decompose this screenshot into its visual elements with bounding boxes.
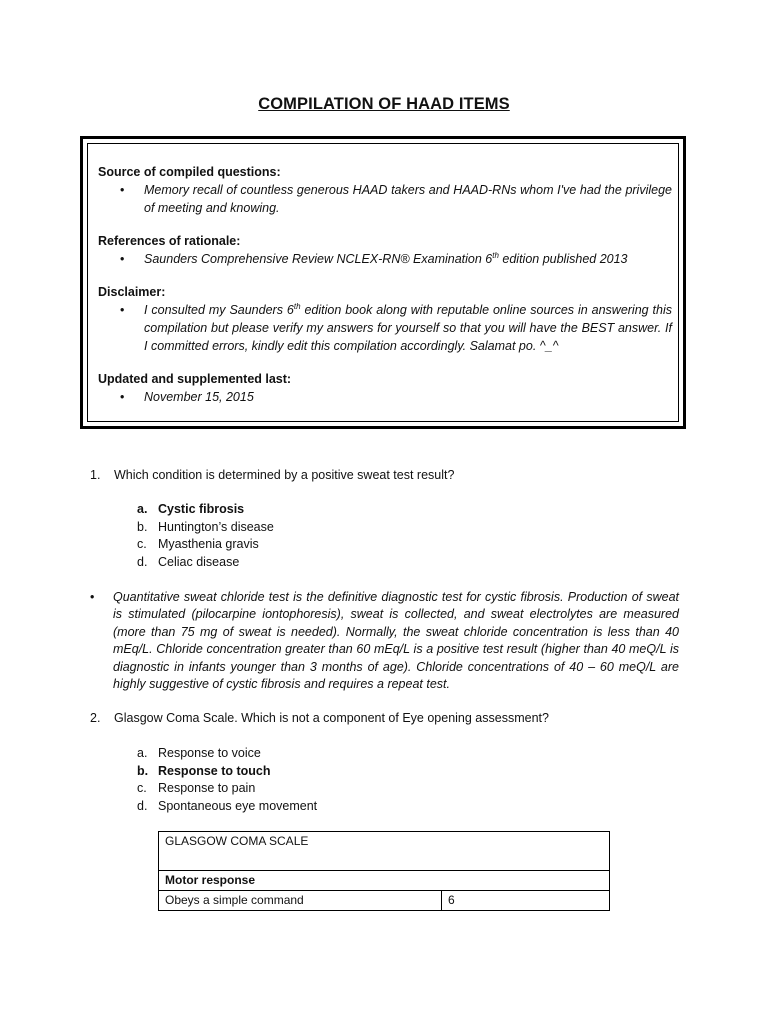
question-1-options	[137, 501, 274, 571]
bullet-icon: •	[120, 390, 125, 404]
option-a: a. Response to voice	[137, 746, 261, 760]
option-d: d. Spontaneous eye movement	[137, 798, 318, 813]
info-box-inner-border	[87, 143, 679, 422]
gcs-table-title: GLASGOW COMA SCALE	[159, 832, 610, 871]
page-title: COMPILATION OF HAAD ITEMS	[258, 95, 510, 113]
updated-bullet	[98, 388, 672, 406]
references-heading: References of rationale:	[98, 234, 241, 248]
question-number: 1.	[90, 468, 101, 482]
table-row	[159, 891, 610, 911]
bullet-icon: •	[120, 252, 125, 266]
option-b: b. Response to touch	[137, 763, 271, 778]
option-c: c. Myasthenia gravis	[137, 537, 259, 551]
source-bullet	[98, 181, 672, 217]
references-text: Saunders Comprehensive Review NCLEX-RN® Examination 6th edition published 2013	[144, 250, 628, 266]
disclaimer-text: I consulted my Saunders 6th edition book along with reputable online sources in answering this compilation but please verify my answers for yourself so that you will have the BEST answer. If I committed errors, kindly edit this compilation accordingly. Salamat po. ^_^	[144, 301, 672, 353]
option-c: c. Response to pain	[137, 781, 256, 795]
gcs-table	[158, 831, 610, 911]
source-heading: Source of compiled questions:	[98, 165, 281, 179]
table-row	[159, 832, 610, 871]
disclaimer-bullet	[98, 301, 672, 355]
updated-date: November 15, 2015	[144, 390, 254, 404]
disclaimer-heading: Disclaimer:	[98, 285, 166, 299]
bullet-icon: •	[90, 590, 95, 604]
question-text: Which condition is determined by a positive sweat test result?	[114, 468, 455, 482]
question-2-options	[137, 745, 317, 815]
option-b: b. Huntington’s disease	[137, 519, 274, 534]
rationale-1	[90, 589, 679, 693]
bullet-icon: •	[120, 303, 125, 317]
option-d: d. Celiac disease	[137, 554, 240, 569]
question-number: 2.	[90, 711, 101, 725]
info-box	[80, 136, 686, 429]
info-box-content	[98, 164, 672, 406]
question-text: Glasgow Coma Scale. Which is not a component of Eye opening assessment?	[114, 711, 549, 725]
table-row	[159, 871, 610, 891]
option-a: a. Cystic fibrosis	[137, 502, 245, 516]
updated-heading: Updated and supplemented last:	[98, 372, 292, 386]
rationale-text: Quantitative sweat chloride test is the definitive diagnostic test for cystic fibrosis. Production of sweat is stimulated (pilocarpine iontophoresis), sweat is collected, and sweat electrolytes are measured (more than 75 mg of sweat is needed). Normally, the sweat chloride concentration is less than 40 mEq/L. Chloride concentration greater than 60 mEq/L is a positive test result (higher than 40 meQ/L is diagnostic in infants younger than 3 months of age). Chloride concentrations of 40 – 60 meQ/L are highly suggestive of cystic fibrosis and requires a repeat test.	[113, 590, 679, 692]
bullet-icon: •	[120, 183, 125, 197]
source-text: Memory recall of countless generous HAAD takers and HAAD-RNs whom I've had the privilege of meeting and knowing.	[144, 183, 672, 215]
references-bullet	[98, 250, 672, 268]
gcs-section-heading: Motor response	[159, 871, 610, 891]
gcs-row-score: 6	[442, 891, 610, 911]
gcs-row-label: Obeys a simple command	[159, 891, 442, 911]
